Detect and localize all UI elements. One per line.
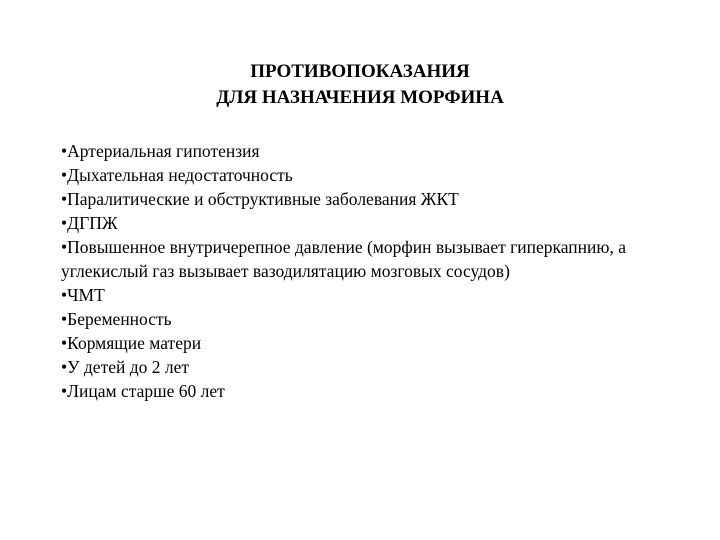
bullet-icon: • <box>61 213 68 233</box>
list-item-text: ЧМТ <box>67 285 105 305</box>
slide-title <box>0 59 720 111</box>
bullet-icon: • <box>61 189 68 209</box>
list-item <box>61 379 661 403</box>
title-line-1: ПРОТИВОПОКАЗАНИЯ <box>250 61 470 82</box>
bullet-icon: • <box>61 141 68 161</box>
list-item <box>61 235 661 283</box>
list-item-text: Кормящие матери <box>67 333 202 353</box>
list-item <box>61 307 661 331</box>
list-item-text: Беременность <box>67 309 172 329</box>
bullet-icon: • <box>61 237 68 257</box>
bullet-icon: • <box>61 309 68 329</box>
list-item <box>61 139 661 163</box>
bullet-icon: • <box>61 165 68 185</box>
list-item <box>61 331 661 355</box>
bullet-icon: • <box>61 333 68 353</box>
list-item-text: ДГПЖ <box>67 213 118 233</box>
list-item-text: У детей до 2 лет <box>67 357 190 377</box>
list-item <box>61 211 661 235</box>
title-line-2: ДЛЯ НАЗНАЧЕНИЯ МОРФИНА <box>216 87 504 108</box>
list-item-text: Паралитические и обструктивные заболевания ЖКТ <box>67 189 459 209</box>
list-item-text: Артериальная гипотензия <box>67 141 260 161</box>
list-item <box>61 187 661 211</box>
list-item <box>61 163 661 187</box>
list-item <box>61 355 661 379</box>
list-item-text: Повышенное внутричерепное давление (морфин вызывает гиперкапнию, а углекислый газ вызывает вазодилятацию мозговых сосудов) <box>61 237 626 281</box>
list-item-text: Дыхательная недостаточность <box>67 165 293 185</box>
list-item-text: Лицам старше 60 лет <box>67 381 225 401</box>
bullet-icon: • <box>61 357 68 377</box>
bullet-icon: • <box>61 285 68 305</box>
contraindications-list <box>61 139 661 403</box>
list-item <box>61 283 661 307</box>
bullet-icon: • <box>61 381 68 401</box>
